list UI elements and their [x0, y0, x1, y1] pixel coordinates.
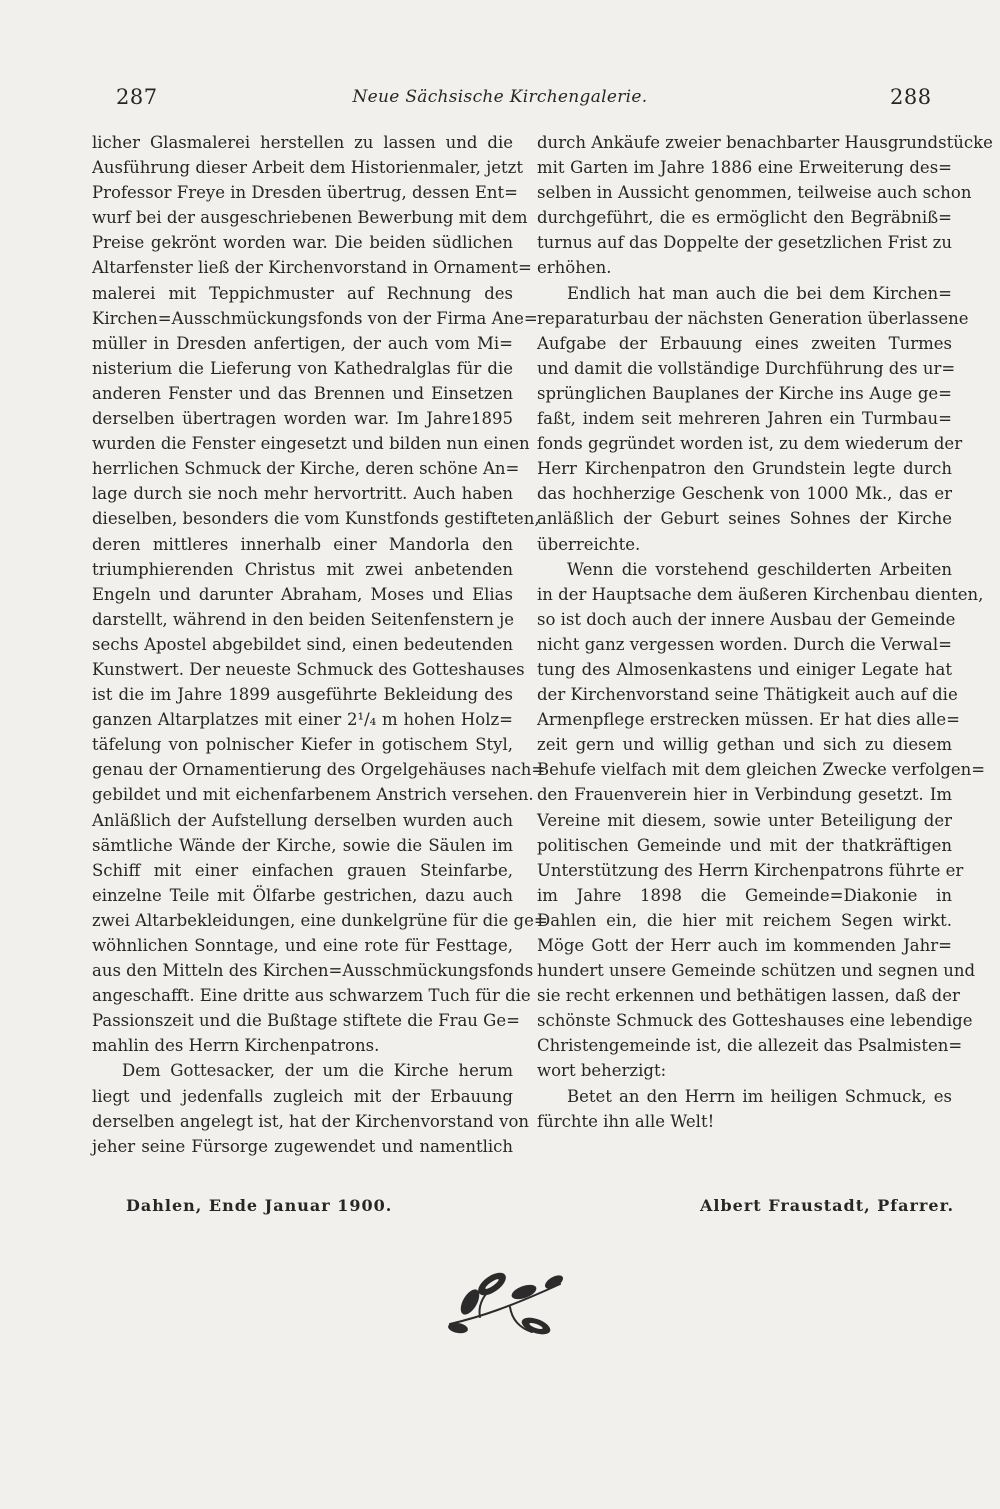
- page-header: [0, 85, 1000, 115]
- text-line: selben in Aussicht genommen, teilweise auch schon: [537, 183, 972, 203]
- text-line: Herr Kirchenpatron den Grundstein legte durch: [537, 459, 952, 479]
- text-line: in der Hauptsache dem äußeren Kirchenbau dienten,: [537, 584, 984, 604]
- text-line: täfelung von polnischer Kiefer in gotischem Styl,: [92, 735, 513, 755]
- text-line: wöhnlichen Sonntage, und eine rote für Festtage,: [92, 936, 513, 955]
- text-line: nisterium die Lieferung von Kathedralglas für die: [92, 358, 513, 378]
- text-line: und damit die vollständige Durchführung des ur=: [537, 358, 956, 378]
- text-line: Dem Gottesacker, der um die Kirche herum: [122, 1061, 513, 1081]
- text-line: Endlich hat man auch die bei dem Kirchen=: [567, 283, 952, 303]
- text-line: lage durch sie noch mehr hervortritt. Auch haben: [92, 484, 513, 504]
- text-line: erhöhen.: [537, 258, 612, 278]
- text-line: Anläßlich der Aufstellung derselben wurden auch: [92, 810, 513, 830]
- text-line: Christengemeinde ist, die allezeit das Psalmisten=: [537, 1036, 963, 1056]
- text-line: fürchte ihn alle Welt!: [537, 1111, 715, 1131]
- text-line: anläßlich der Geburt seines Sohnes der Kirche: [537, 509, 952, 529]
- text-line: sie recht erkennen und bethätigen lassen, daß der: [537, 986, 960, 1006]
- text-line: Professor Freye in Dresden übertrug, dessen Ent=: [92, 183, 518, 203]
- text-line: der Kirchenvorstand seine Thätigkeit auch auf die: [537, 685, 958, 705]
- place-date-line: Dahlen, Ende Januar 1900.: [126, 1196, 393, 1215]
- text-line: ganzen Altarplatzes mit einer 2¹/₄ m hohen Holz=: [92, 710, 513, 730]
- text-line: angeschafft. Eine dritte aus schwarzem Tuch für die: [92, 986, 531, 1006]
- text-line: durch Ankäufe zweier benachbarter Hausgrundstücke: [537, 133, 993, 152]
- text-line: derselben übertragen worden war. Im Jahre1895: [92, 409, 513, 429]
- text-line: einzelne Teile mit Ölfarbe gestrichen, dazu auch: [92, 885, 513, 905]
- text-line: ist die im Jahre 1899 ausgeführte Bekleidung des: [92, 685, 513, 705]
- text-line: Engeln und darunter Abraham, Moses und Elias: [92, 584, 513, 604]
- text-line: aus den Mitteln des Kirchen=Ausschmückungsfonds: [92, 961, 534, 981]
- text-line: Behufe vielfach mit dem gleichen Zwecke verfolgen=: [537, 760, 986, 780]
- text-line: sechs Apostel abgebildet sind, einen bedeutenden: [92, 634, 513, 654]
- text-line: Schiff mit einer einfachen grauen Steinfarbe,: [92, 860, 513, 880]
- text-line: tung des Almosenkastens und einiger Legate hat: [537, 659, 952, 679]
- text-line: mit Garten im Jahre 1886 eine Erweiterung des=: [537, 158, 952, 178]
- text-line: licher Glasmalerei herstellen zu lassen und die: [92, 133, 513, 152]
- text-line: im Jahre 1898 die Gemeinde=Diakonie in: [537, 885, 952, 905]
- text-line: deren mittleres innerhalb einer Mandorla den: [92, 534, 513, 554]
- text-line: Ausführung dieser Arbeit dem Historienmaler, jetzt: [92, 158, 523, 178]
- author-signature: Albert Fraustadt, Pfarrer.: [700, 1196, 955, 1215]
- text-line: Vereine mit diesem, sowie unter Beteiligung der: [537, 810, 952, 830]
- text-line: turnus auf das Doppelte der gesetzlichen Frist zu: [537, 233, 952, 253]
- text-line: sämtliche Wände der Kirche, sowie die Säulen im: [92, 835, 513, 855]
- text-line: darstellt, während in den beiden Seitenfenstern je: [92, 609, 515, 629]
- leaf-branch-icon: [440, 1262, 570, 1342]
- text-line: gebildet und mit eichenfarbenem Anstrich versehen.: [92, 785, 534, 805]
- text-line: Unterstützung des Herrn Kirchenpatrons führte er: [537, 860, 964, 880]
- text-line: Altarfenster ließ der Kirchenvorstand in Ornament=: [92, 258, 532, 278]
- text-line: liegt und jedenfalls zugleich mit der Erbauung: [92, 1086, 513, 1106]
- text-line: Armenpflege erstrecken müssen. Er hat dies alle=: [537, 710, 960, 730]
- text-line: Preise gekrönt worden war. Die beiden südlichen: [92, 233, 513, 253]
- text-line: müller in Dresden anfertigen, der auch vom Mi=: [92, 333, 513, 353]
- text-line: nicht ganz vergessen worden. Durch die Verwal=: [537, 634, 952, 654]
- page-number-left: 287: [116, 85, 158, 109]
- right-text-column: [537, 130, 993, 1134]
- text-line: Passionszeit und die Bußtage stiftete die Frau Ge=: [92, 1011, 520, 1031]
- text-line: Betet an den Herrn im heiligen Schmuck, es: [567, 1086, 952, 1106]
- text-line: triumphierenden Christus mit zwei anbetenden: [92, 559, 513, 579]
- text-line: überreichte.: [537, 534, 641, 554]
- text-line: genau der Ornamentierung des Orgelgehäuses nach=: [92, 760, 546, 780]
- text-line: Kunstwert. Der neueste Schmuck des Gotteshauses: [92, 659, 525, 679]
- text-line: schönste Schmuck des Gotteshauses eine lebendige: [537, 1011, 973, 1031]
- text-line: mahlin des Herrn Kirchenpatrons.: [92, 1036, 380, 1056]
- text-line: jeher seine Fürsorge zugewendet und namentlich: [92, 1136, 513, 1156]
- text-line: malerei mit Teppichmuster auf Rechnung des: [92, 283, 513, 303]
- text-line: Wenn die vorstehend geschilderten Arbeiten: [567, 559, 952, 579]
- text-line: den Frauenverein hier in Verbindung gesetzt. Im: [537, 785, 952, 805]
- running-title: Neue Sächsische Kirchengalerie.: [352, 87, 648, 107]
- text-line: Kirchen=Ausschmückungsfonds von der Firma Ane=: [92, 308, 538, 328]
- text-line: hundert unsere Gemeinde schützen und segnen und: [537, 961, 976, 981]
- text-line: Dahlen ein, die hier mit reichem Segen wirkt.: [537, 910, 952, 930]
- text-line: Möge Gott der Herr auch im kommenden Jahr=: [537, 936, 952, 955]
- text-line: anderen Fenster und das Brennen und Einsetzen: [92, 383, 513, 403]
- text-line: sprünglichen Bauplanes der Kirche ins Auge ge=: [537, 383, 952, 403]
- text-line: Aufgabe der Erbauung eines zweiten Turmes: [537, 333, 952, 353]
- text-line: durchgeführt, die es ermöglicht den Begräbniß=: [537, 208, 952, 228]
- text-line: politischen Gemeinde und mit der thatkräftigen: [537, 835, 952, 855]
- text-line: fonds gegründet worden ist, zu dem wiederum der: [537, 434, 963, 454]
- text-line: das hochherzige Geschenk von 1000 Mk., das er: [537, 484, 952, 504]
- text-line: herrlichen Schmuck der Kirche, deren schöne An=: [92, 459, 520, 479]
- text-line: zeit gern und willig gethan und sich zu diesem: [537, 735, 952, 755]
- text-line: wort beherzigt:: [537, 1061, 667, 1081]
- text-line: derselben angelegt ist, hat der Kirchenvorstand von: [92, 1111, 530, 1131]
- text-line: wurf bei der ausgeschriebenen Bewerbung mit dem: [92, 208, 528, 228]
- text-line: wurden die Fenster eingesetzt und bilden nun einen: [92, 434, 530, 454]
- text-line: so ist doch auch der innere Ausbau der Gemeinde: [537, 609, 956, 629]
- text-line: zwei Altarbekleidungen, eine dunkelgrüne für die ge=: [92, 910, 548, 930]
- left-text-column: [92, 130, 548, 1159]
- text-line: reparaturbau der nächsten Generation überlassene: [537, 308, 969, 328]
- text-line: dieselben, besonders die vom Kunstfonds gestifteten,: [92, 509, 540, 529]
- text-line: faßt, indem seit mehreren Jahren ein Turmbau=: [537, 409, 952, 429]
- page-number-right: 288: [890, 85, 932, 109]
